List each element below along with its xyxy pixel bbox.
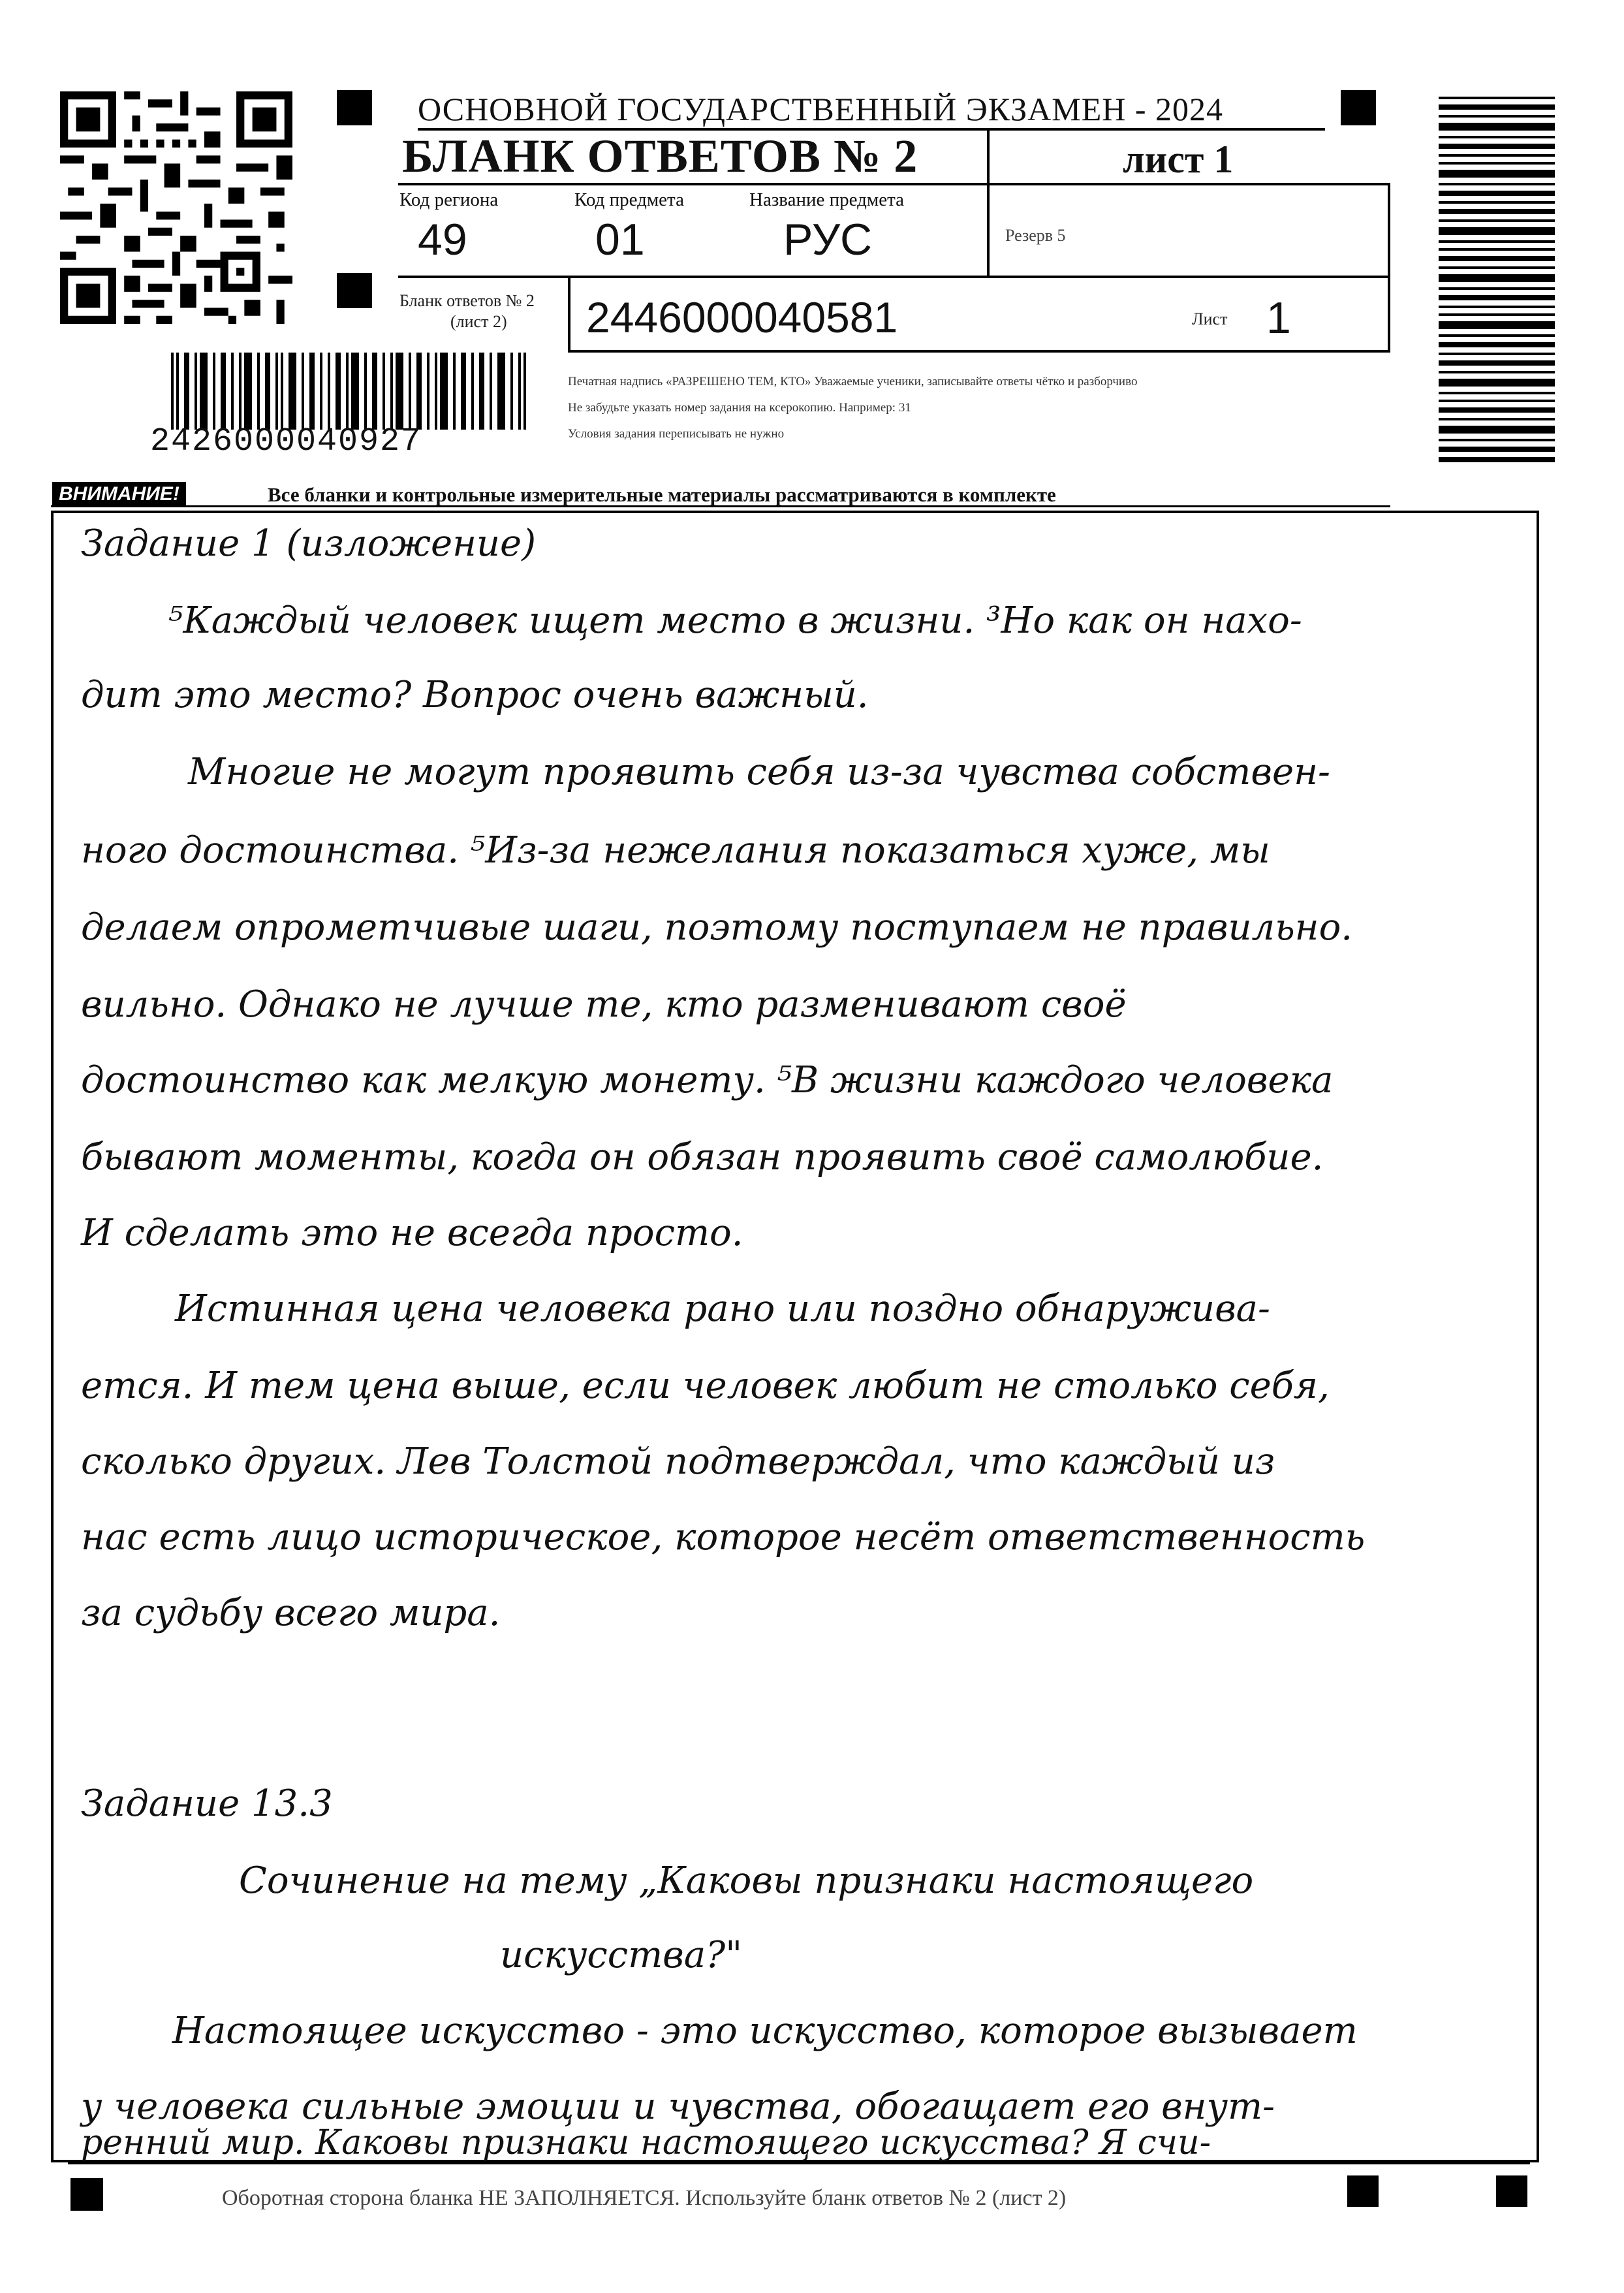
last-line-underline <box>68 2162 1530 2164</box>
answer-line-6: делаем опрометчивые шаги, поэтому поступаем не правильно. <box>81 906 1353 949</box>
answer-line-12: ется. И тем цена выше, если человек любит не столько себя, <box>81 1365 1330 1407</box>
warning-badge: ВНИМАНИЕ! <box>52 482 186 507</box>
blank2-box-left <box>568 277 570 351</box>
sheet-value: 1 <box>1266 293 1291 343</box>
blank2-number: 2446000040581 <box>586 293 898 341</box>
qr-code <box>60 91 292 324</box>
region-label: Код региона <box>399 189 499 210</box>
instruction-line-2: Не забудьте указать номер задания на ксерокопию. Например: 31 <box>568 401 911 415</box>
region-value: 49 <box>418 215 467 264</box>
answer-line-7: вильно. Однако не лучше те, кто разменивают своё <box>81 983 1127 1026</box>
answer-line-4: Многие не могут проявить себя из-за чувства собствен- <box>188 751 1330 793</box>
reserve-label: Резерв 5 <box>1005 226 1066 245</box>
answer-line-19: Настоящее искусство - это искусство, которое вызывает <box>172 2010 1358 2052</box>
form-name: БЛАНК ОТВЕТОВ № 2 <box>402 130 918 182</box>
answer-line-8: достоинство как мелкую монету. ⁵В жизни каждого человека <box>81 1059 1334 1101</box>
header-right-border <box>1388 183 1390 351</box>
header-divider <box>987 129 990 277</box>
answer-line-16: Задание 13.3 <box>81 1782 333 1825</box>
answer-line-13: сколько других. Лев Толстой подтверждал, что каждый из <box>81 1440 1275 1483</box>
answer-line-3: дит это место? Вопрос очень важный. <box>81 674 869 716</box>
answer-line-11: Истинная цена человека рано или поздно обнаружива- <box>175 1288 1270 1330</box>
header-rule-1 <box>398 183 1390 185</box>
answer-line-17: Сочинение на тему „Каковы признаки настоящего <box>239 1859 1254 1902</box>
subject-name-label: Название предмета <box>749 189 904 210</box>
barcode-number: 2426000040927 <box>150 423 422 460</box>
alignment-marker-bottom-left <box>70 2178 103 2211</box>
header-rule-3 <box>568 350 1390 353</box>
blank2-label-line1: Бланк ответов № 2 <box>399 291 535 310</box>
answer-line-10: И сделать это не всегда просто. <box>81 1212 743 1254</box>
alignment-marker-bottom-mid <box>1347 2175 1379 2207</box>
barcode-right <box>1439 97 1555 462</box>
instruction-line-1: Печатная надпись «РАЗРЕШЕНО ТЕМ, КТО» Уважаемые ученики, записывайте ответы чётко и разборчиво <box>568 375 1138 388</box>
answer-line-9: бывают моменты, когда он обязан проявить своё самолюбие. <box>81 1136 1324 1178</box>
header-rule-2 <box>398 276 1390 278</box>
exam-title: ОСНОВНОЙ ГОСУДАРСТВЕННЫЙ ЭКЗАМЕН - 2024 <box>418 91 1223 127</box>
warning-text: Все бланки и контрольные измерительные материалы рассматриваются в комплекте <box>268 483 1056 506</box>
instruction-line-3: Условия задания переписывать не нужно <box>568 427 785 441</box>
answer-line-18: искусства?" <box>500 1934 742 1976</box>
answer-line-5: ного достоинства. ⁵Из-за нежелания показаться хуже, мы <box>81 829 1270 872</box>
alignment-marker-bottom-right <box>1496 2175 1527 2207</box>
answer-line-21: ренний мир. Каковы признаки настоящего искусства? Я счи- <box>81 2123 1211 2162</box>
sheet-name: лист 1 <box>1123 138 1234 181</box>
sheet-label: Лист <box>1192 309 1228 328</box>
subject-code-label: Код предмета <box>574 189 684 210</box>
answer-line-2: ⁵Каждый человек ищет место в жизни. ³Но как он нахо- <box>168 599 1302 642</box>
blank2-label-line2: (лист 2) <box>450 312 507 331</box>
footer-note: Оборотная сторона бланка НЕ ЗАПОЛНЯЕТСЯ. Используйте бланк ответов № 2 (лист 2) <box>222 2186 1067 2210</box>
alignment-marker-top-left <box>337 90 372 125</box>
barcode-left <box>171 353 526 430</box>
answer-line-15: за судьбу всего мира. <box>81 1592 501 1634</box>
alignment-marker-top-right <box>1341 90 1376 125</box>
answer-line-20: у человека сильные эмоции и чувства, обогащает его внут- <box>81 2085 1275 2128</box>
subject-code-value: 01 <box>595 215 645 264</box>
answer-line-1: Задание 1 (изложение) <box>81 522 537 565</box>
answer-line-14: нас есть лицо историческое, которое несёт ответственность <box>81 1516 1366 1558</box>
alignment-marker-mid-left <box>337 273 372 308</box>
subject-name-value: РУС <box>783 215 873 264</box>
